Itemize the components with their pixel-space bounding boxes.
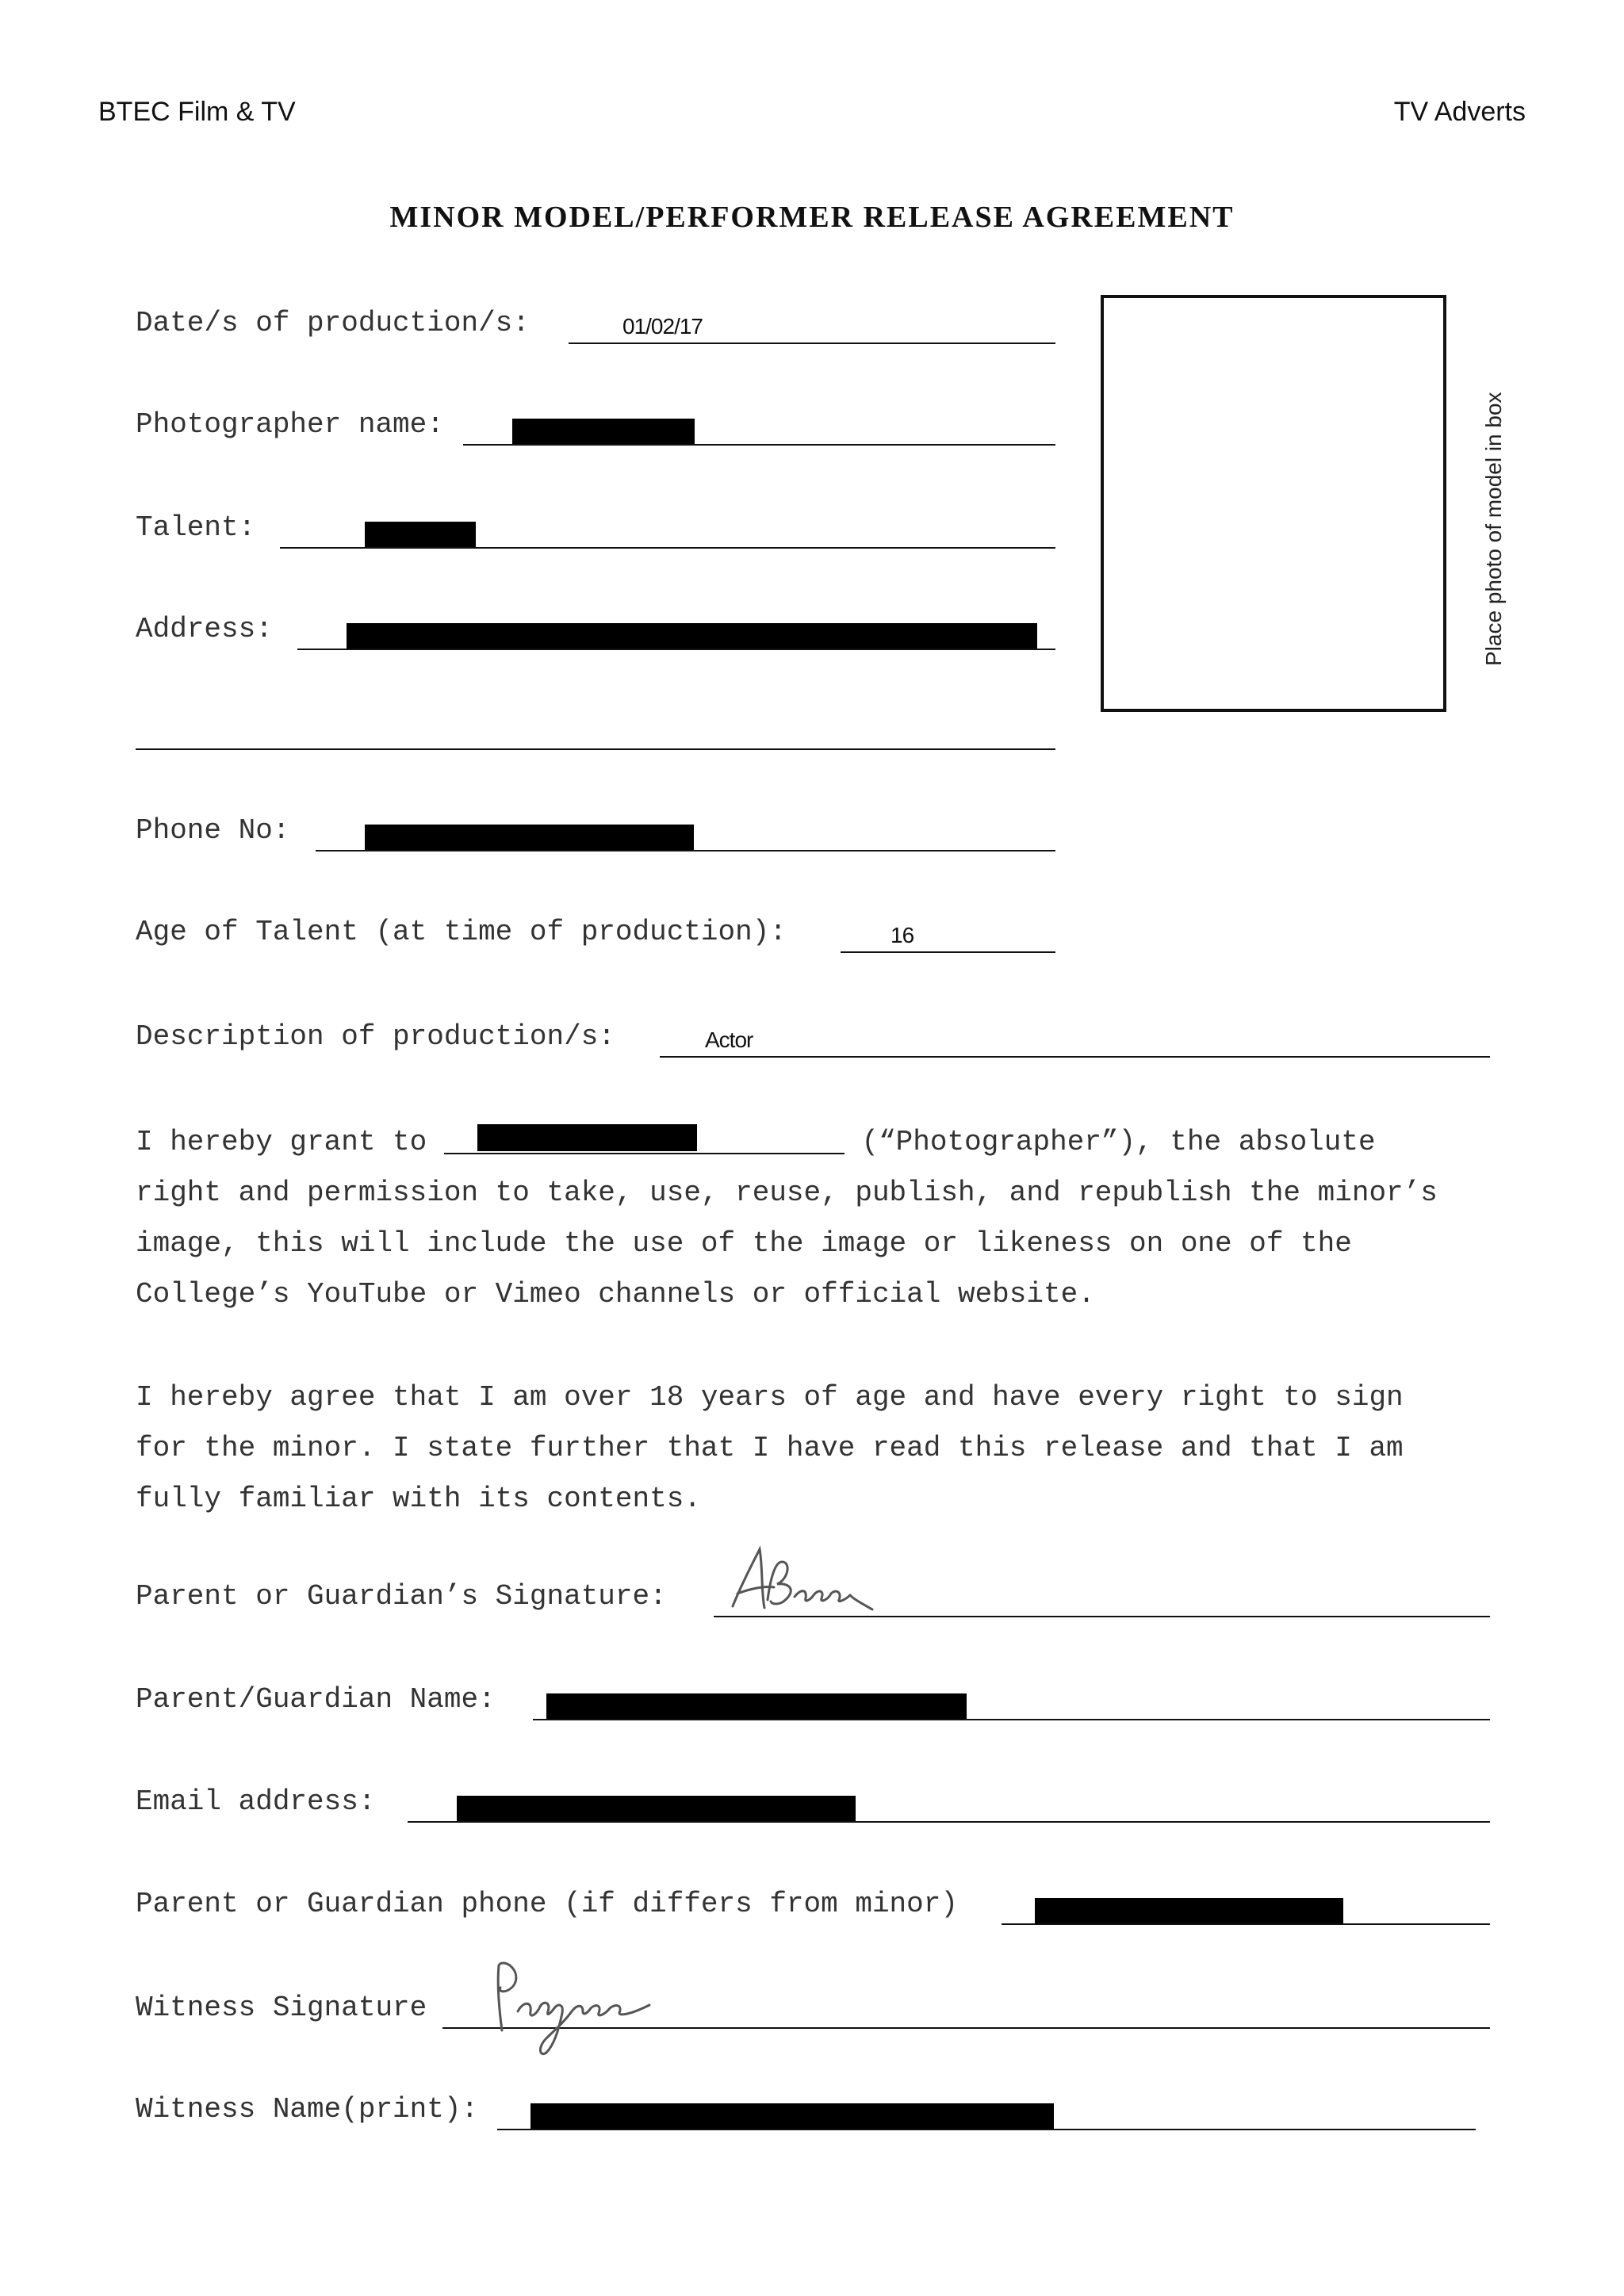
page-title: MINOR MODEL/PERFORMER RELEASE AGREEMENT	[389, 201, 1235, 234]
grant-rest: (“Photographer”), the absolute right and permission to take, use, reuse, publish, and republish the minor’s image, this will include the use of the image or likeness on one of the College’s YouTube or Vimeo channels or official website.	[136, 1126, 1438, 1311]
phone-field[interactable]	[136, 812, 1055, 851]
redaction-bar	[1035, 1898, 1343, 1923]
photo-caption: Place photo of model in box	[1481, 392, 1506, 666]
address-line-2-rule	[136, 748, 1055, 750]
grant-prefix: I hereby grant to	[136, 1126, 444, 1158]
talent-field[interactable]	[136, 509, 1055, 549]
witness-name-field[interactable]	[136, 2091, 1476, 2130]
redaction-bar	[477, 1124, 697, 1151]
dates-value: 01/02/17	[622, 314, 703, 339]
witness-signature-field[interactable]	[136, 1989, 1490, 2029]
redaction-bar	[365, 825, 694, 850]
talent-label: Talent:	[136, 511, 256, 544]
address-label: Address:	[136, 613, 273, 645]
phone-line	[316, 850, 1055, 851]
parent-phone-label: Parent or Guardian phone (if differs from minor)	[136, 1888, 958, 1920]
header-course: BTEC Film & TV	[98, 97, 296, 127]
grantee-blank[interactable]	[444, 1124, 845, 1154]
age-label: Age of Talent (at time of production):	[136, 916, 787, 948]
witness-name-label: Witness Name(print):	[136, 2093, 479, 2126]
parent-name-field[interactable]	[136, 1681, 1490, 1720]
address-line	[297, 649, 1055, 650]
address-field[interactable]	[136, 610, 1055, 650]
redaction-bar	[347, 623, 1037, 649]
grant-paragraph	[136, 1117, 1531, 1320]
email-label: Email address:	[136, 1785, 376, 1818]
witness-name-line	[497, 2129, 1476, 2130]
parent-name-label: Parent/Guardian Name:	[136, 1683, 496, 1716]
phone-label: Phone No:	[136, 814, 290, 847]
email-field[interactable]	[136, 1783, 1490, 1823]
parent-signature-image	[718, 1544, 877, 1617]
description-line	[660, 1056, 1490, 1058]
dates-field[interactable]	[136, 304, 1055, 344]
parent-signature-field[interactable]	[136, 1578, 1490, 1617]
witness-signature-label: Witness Signature	[136, 1992, 427, 2024]
redaction-bar	[457, 1796, 856, 1821]
parent-signature-label: Parent or Guardian’s Signature:	[136, 1580, 667, 1613]
agreement-paragraph: I hereby agree that I am over 18 years of age and have every right to sign for the minor. I state further that I have read this release and that I am fully familiar with its contents.	[136, 1381, 1404, 1515]
redaction-bar	[365, 522, 476, 547]
redaction-bar	[512, 419, 695, 444]
witness-signature-image	[491, 1959, 681, 2061]
description-value: Actor	[705, 1027, 753, 1052]
parent-phone-field[interactable]	[136, 1885, 1490, 1925]
age-field[interactable]	[136, 913, 1055, 953]
email-line	[408, 1821, 1490, 1823]
description-label: Description of production/s:	[136, 1020, 615, 1053]
photographer-label: Photographer name:	[136, 408, 444, 441]
age-line	[841, 951, 1055, 953]
dates-label: Date/s of production/s:	[136, 307, 530, 339]
parent-phone-line	[1002, 1923, 1490, 1925]
header-unit: TV Adverts	[1393, 97, 1526, 127]
photographer-line	[463, 444, 1055, 446]
photo-placeholder-box	[1101, 295, 1446, 712]
redaction-bar	[530, 2103, 1054, 2129]
dates-line	[569, 342, 1055, 344]
redaction-bar	[546, 1693, 967, 1719]
parent-name-line	[533, 1719, 1490, 1720]
age-value: 16	[891, 923, 914, 947]
talent-line	[280, 547, 1055, 549]
photographer-field[interactable]	[136, 406, 1055, 446]
description-field[interactable]	[136, 1018, 1490, 1058]
address-line-2[interactable]	[136, 710, 1055, 750]
